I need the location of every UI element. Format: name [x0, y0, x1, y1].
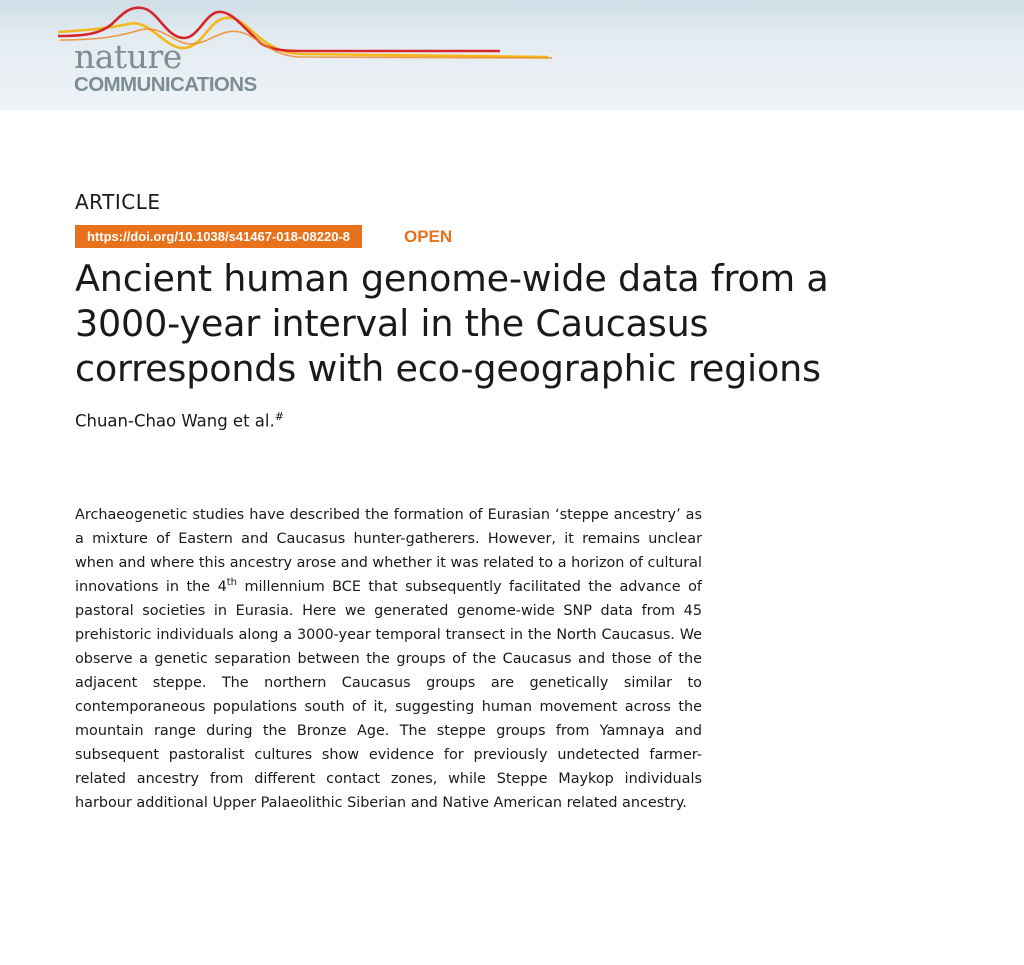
abstract	[75, 503, 702, 815]
abstract-text-part1: Archaeogenetic studies have described the formation of Eurasian ‘steppe ancestry’ as a mixture of Eastern and Caucasus hunter-gatherers. However, it remains unclear when and where this ancestry arose and whether it was related to a horizon of cultural innovations in the 4	[75, 507, 702, 595]
author-line	[75, 410, 284, 431]
article-title: Ancient human genome-wide data from a 3000-year interval in the Caucasus corresponds with eco-geographic regions	[75, 257, 829, 390]
author-footnote-marker: #	[274, 410, 284, 423]
article-type-label: ARTICLE	[75, 190, 161, 214]
open-access-badge: OPEN	[404, 227, 453, 246]
author-names[interactable]: Chuan-Chao Wang et al.	[75, 411, 275, 431]
doi-link[interactable]: https://doi.org/10.1038/s41467-018-08220-8	[75, 225, 362, 248]
journal-logo-nature: nature	[74, 37, 182, 76]
journal-logo-communications: COMMUNICATIONS	[74, 73, 257, 96]
abstract-text-part2: millennium BCE that subsequently facilitated the advance of pastoral societies in Eurasia. Here we generated genome-wide SNP data from 45 prehistoric individuals along a 3000-year temporal transect in the North Caucasus. We observe a genetic separation between the groups of the Caucasus and those of the adjacent steppe. The northern Caucasus groups are genetically similar to contemporaneous populations south of it, suggesting human movement across the mountain range during the Bronze Age. The steppe groups from Yamnaya and subsequent pastoralist cultures show evidence for previously undetected farmer-related ancestry from different contact zones, while Steppe Maykop individuals harbour additional Upper Palaeolithic Siberian and Native American related ancestry.	[75, 579, 702, 811]
abstract-superscript: th	[226, 577, 237, 589]
